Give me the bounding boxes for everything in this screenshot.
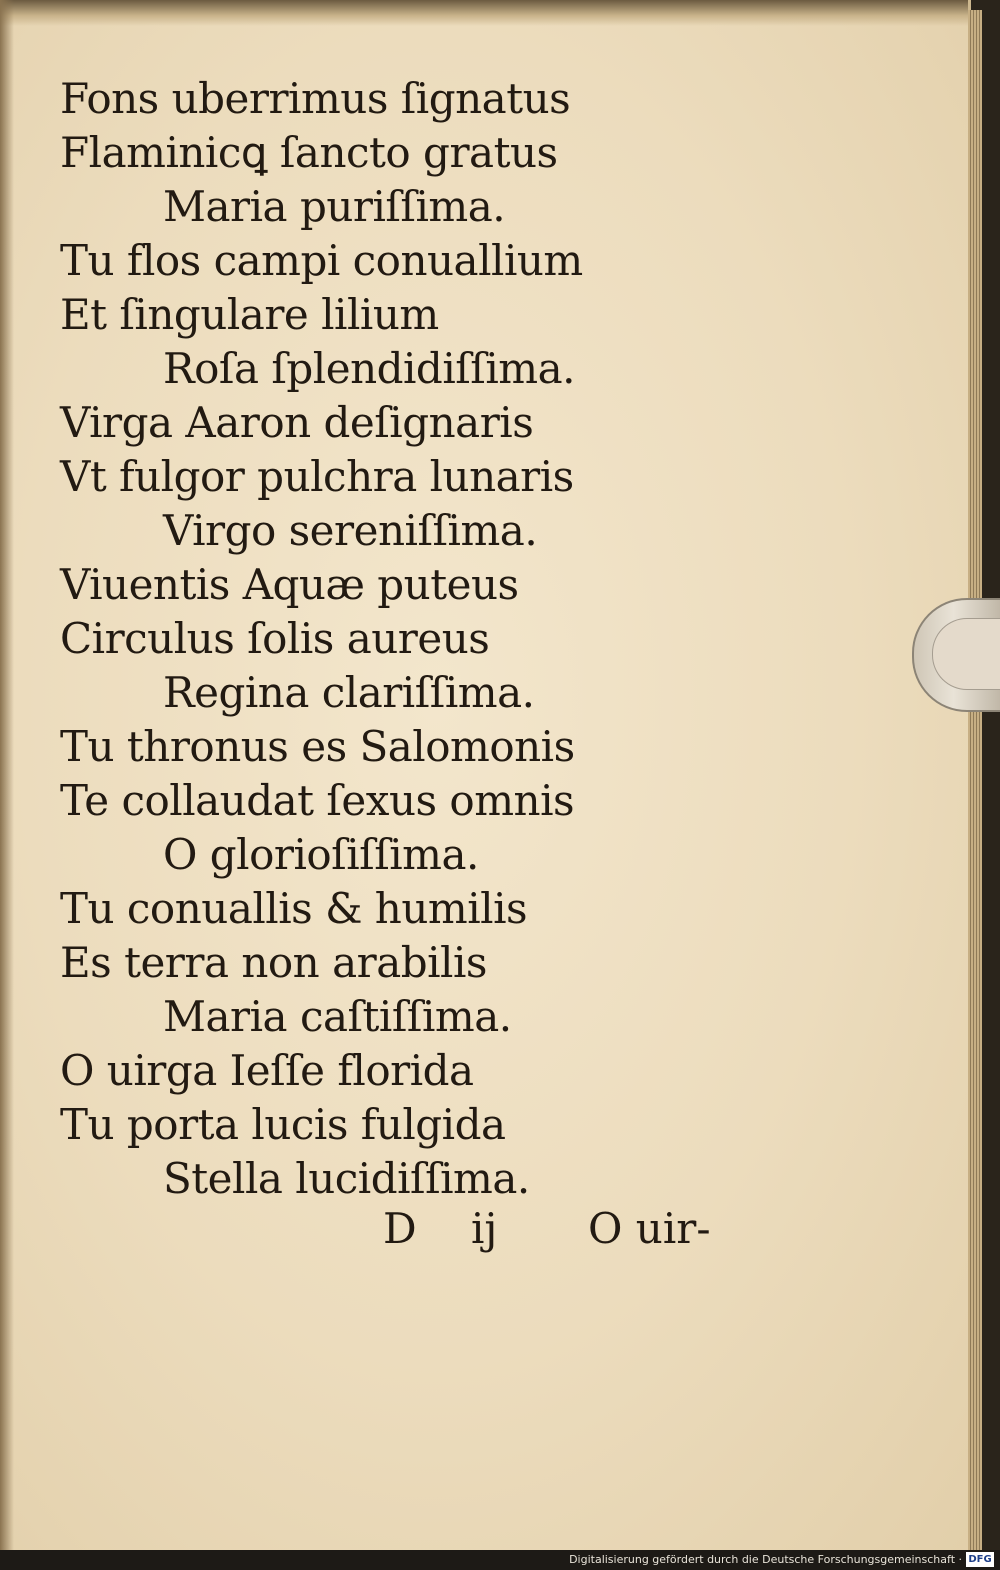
dfg-logo: DFG (966, 1552, 994, 1567)
refrain-line: O glorioſiſſima. (163, 830, 479, 879)
text-line: Tu porta lucis fulgida (60, 1100, 506, 1149)
text-line: Tu conuallis & humilis (60, 884, 528, 933)
text-line: Fons uberrimus ſignatus (60, 74, 571, 123)
refrain-line: Virgo sereniſſima. (163, 506, 538, 555)
signature-mark-letter: D (383, 1204, 417, 1253)
page-gutter-shadow (0, 0, 14, 1550)
hymn-text (60, 72, 660, 1206)
book-clasp-inner (932, 618, 1000, 690)
text-line: Et ſingulare lilium (60, 290, 439, 339)
text-line: O uirga Ieſſe florida (60, 1046, 474, 1095)
text-line: Circulus ſolis aureus (60, 614, 490, 663)
text-line: Tu thronus es Salomonis (60, 722, 575, 771)
page-top-shadow (0, 0, 968, 26)
text-line: Viuentis Aquæ puteus (60, 560, 519, 609)
text-line: Tu flos campi conuallium (60, 236, 583, 285)
catchword: O uir- (588, 1204, 711, 1253)
refrain-line: Maria caſtiſſima. (163, 992, 512, 1041)
text-line: Vt fulgor pulchra lunaris (60, 452, 574, 501)
text-line: Flaminicꝗ ſancto gratus (60, 128, 558, 177)
text-line: Te collaudat ſexus omnis (60, 776, 575, 825)
text-line: Virga Aaron deſignaris (60, 398, 534, 447)
refrain-line: Roſa ſplendidiſſima. (163, 344, 575, 393)
footer-credit: Digitalisierung gefördert durch die Deutsche Forschungsgemeinschaft · (569, 1553, 962, 1566)
signature-mark-number: ij (471, 1204, 498, 1253)
refrain-line: Maria puriſſima. (163, 182, 506, 231)
text-line: Es terra non arabilis (60, 938, 487, 987)
refrain-line: Regina clariſſima. (163, 668, 535, 717)
refrain-line: Stella lucidiſſima. (163, 1154, 530, 1203)
page-edges (968, 10, 982, 1550)
